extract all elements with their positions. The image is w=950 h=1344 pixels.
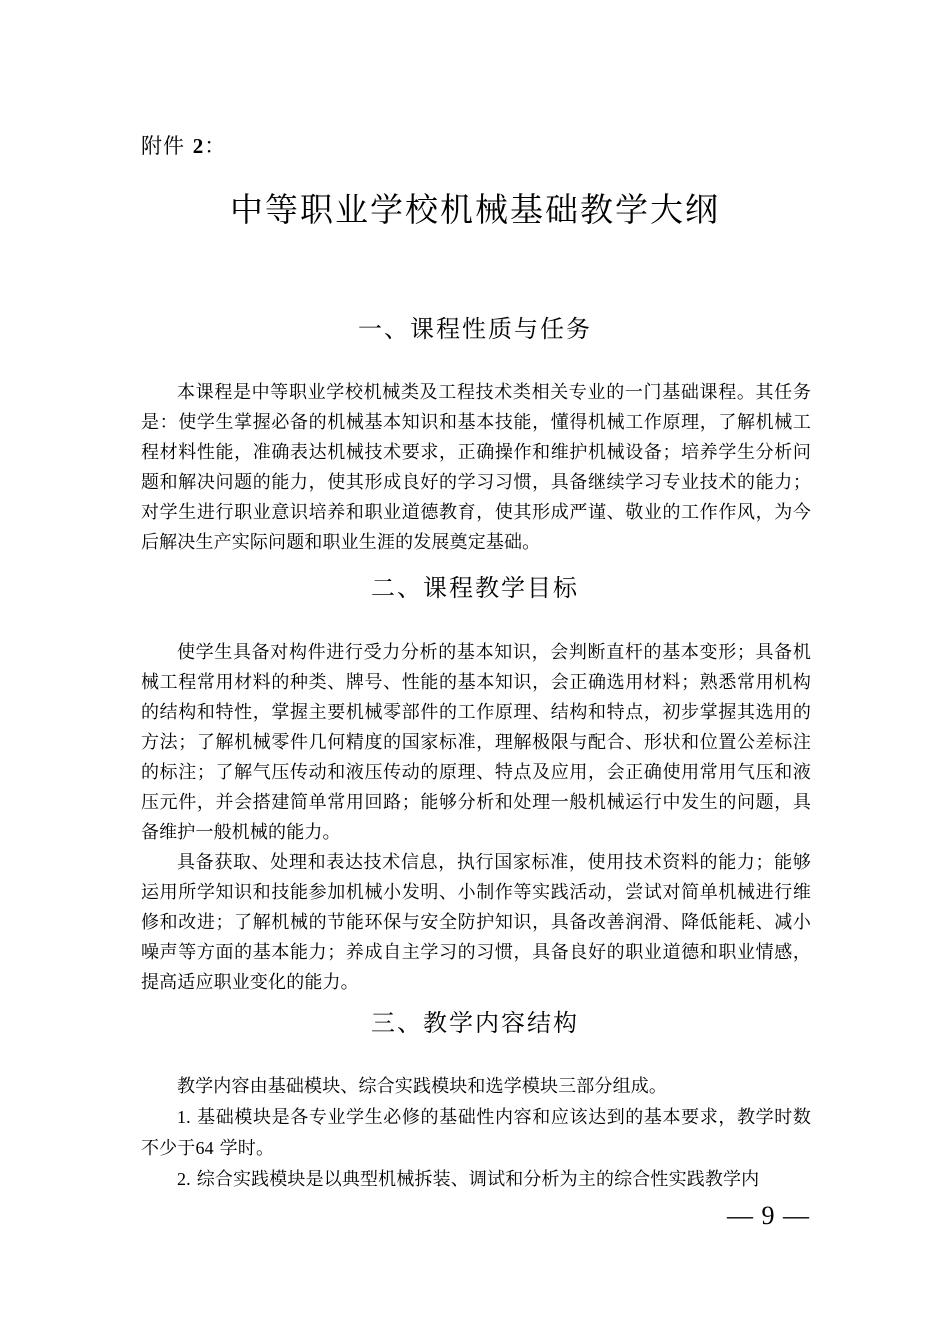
item-1-text-b: 学时。 — [219, 1138, 275, 1159]
item-2-number: 2. — [177, 1169, 191, 1189]
item-1-text-a: 基础模块是各专业学生必修的基础性内容和应该达到的基本要求，教学时数不少于 — [141, 1107, 811, 1159]
section-heading-2: 二、课程教学目标 — [371, 574, 579, 602]
section-2-paragraph-2: 具备获取、处理和表达技术信息，执行国家标准，使用技术资料的能力；能够运用所学知识和技能参加机械小发明、小制作等实践活动，尝试对简单机械进行维修和改进；了解机械的节能环保与安全防护知识，具备改善润滑、降低能耗、减小噪声等方面的基本能力；养成自主学习的习惯，具备良好的职业道德和职业情感，提高适应职业变化的能力。 — [141, 852, 811, 993]
item-1-hours: 64 — [195, 1138, 214, 1158]
item-2-text: 综合实践模块是以典型机械拆装、调试和分析为主的综合性实践教学内 — [196, 1169, 760, 1190]
attachment-label-prefix: 附件 — [141, 134, 185, 158]
attachment-label-number: 2 — [192, 134, 205, 158]
section-1-paragraph: 本课程是中等职业学校机械类及工程技术类相关专业的一门基础课程。其任务是：使学生掌握必备的机械基本知识和基本技能，懂得机械工作原理，了解机械工程材料性能，准确表达机械技术要求，正确操作和维护机械设备；培养学生分析问题和解决问题的能力，使其形成良好的学习习惯，具备继续学习专业技术的能力；对学生进行职业意识培养和职业道德教育，使其形成严谨、敬业的工作作风，为今后解决生产实际问题和职业生涯的发展奠定基础。 — [141, 382, 811, 553]
section-3-item-2 — [141, 1164, 811, 1195]
section-2-paragraph-1: 使学生具备对构件进行受力分析的基本知识，会判断直杆的基本变形；具备机械工程常用材料的种类、牌号、性能的基本知识，会正确选用材料；熟悉常用机构的结构和特性，掌握主要机械零部件的工作原理、结构和特点，初步掌握其选用的方法；了解机械零件几何精度的国家标准，理解极限与配合、形状和位置公差标注的标注；了解气压传动和液压传动的原理、特点及应用，会正确使用常用气压和液压元件，并会搭建简单常用回路；能够分析和处理一般机械运行中发生的问题，具备维护一般机械的能力。 — [141, 642, 811, 843]
section-1-body — [141, 378, 811, 558]
attachment-label-suffix: ： — [204, 134, 227, 158]
section-3-body — [141, 1072, 811, 1195]
attachment-label — [141, 131, 226, 161]
section-heading-1: 一、课程性质与任务 — [358, 315, 592, 343]
page-number: — 9 — — [727, 1201, 810, 1230]
document-title: 中等职业学校机械基础教学大纲 — [230, 190, 720, 229]
section-heading-3: 三、教学内容结构 — [371, 1009, 579, 1037]
section-3-intro: 教学内容由基础模块、综合实践模块和选学模块三部分组成。 — [177, 1076, 668, 1097]
section-2-body — [141, 638, 811, 998]
section-3-item-1 — [141, 1102, 811, 1164]
item-1-number: 1. — [177, 1107, 191, 1127]
